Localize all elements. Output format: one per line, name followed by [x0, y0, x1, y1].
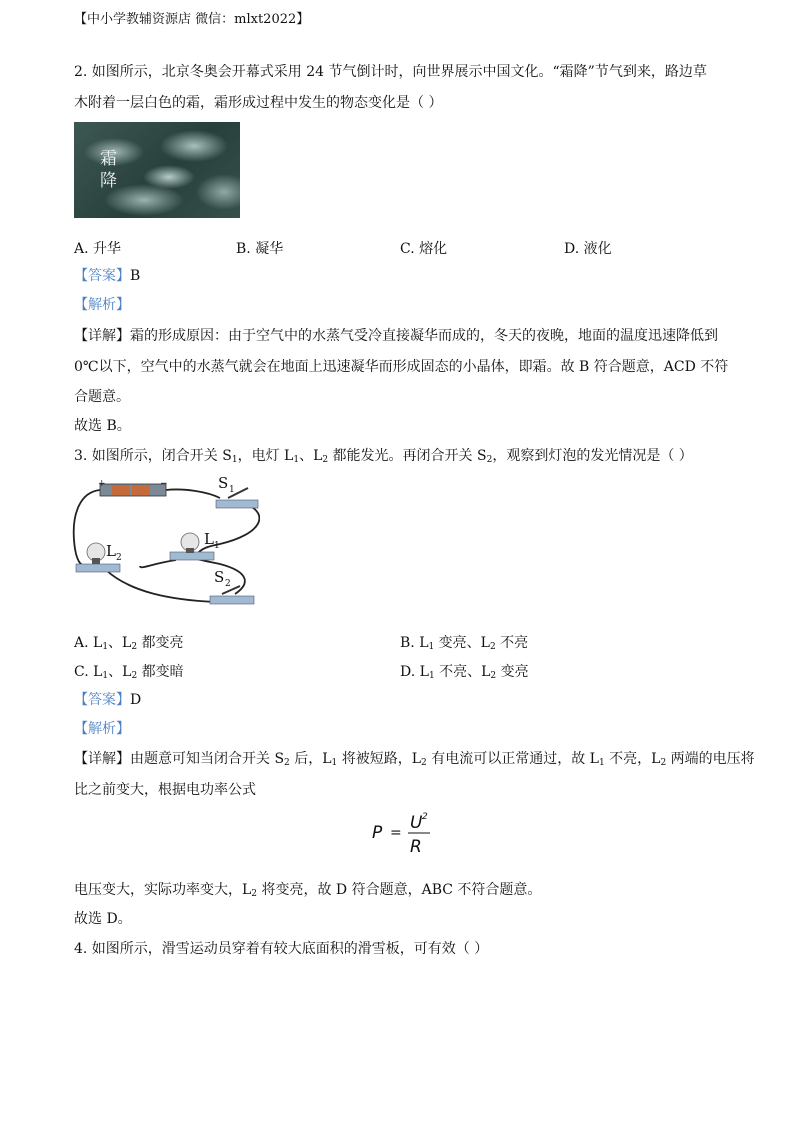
- answer-value: D: [130, 692, 142, 708]
- battery: [100, 484, 166, 496]
- formula-exponent: 2: [422, 812, 428, 822]
- detail-part: 不亮，L: [604, 751, 661, 767]
- q2-answer: [74, 266, 140, 286]
- detail-part: 电压变大，实际功率变大，L: [74, 882, 252, 898]
- frost-photo: [74, 122, 240, 218]
- q3-detail-line1: [74, 749, 755, 769]
- q4-stem: 4. 如图所示，滑雪运动员穿着有较大底面积的滑雪板，可有效（ ）: [74, 941, 489, 957]
- subscript: 2: [489, 642, 496, 652]
- option-part: B. L: [400, 635, 429, 651]
- detail-tag: 【详解】: [74, 751, 130, 767]
- option-part: D. L: [400, 664, 429, 680]
- q2-option-a: A. 升华: [74, 241, 122, 257]
- option-part: 都变暗: [137, 664, 184, 680]
- option-part: 不亮: [495, 635, 529, 651]
- switch-s2: [210, 586, 254, 604]
- formula-equals: =: [390, 825, 402, 841]
- option-part: 不亮、L: [434, 664, 491, 680]
- battery-plus-label: +: [98, 479, 106, 489]
- subscript: 1: [102, 642, 109, 652]
- answer-value: B: [130, 268, 141, 284]
- frost-photo-char-1: 霜: [100, 149, 117, 169]
- page-header: 【中小学教辅资源店 微信：mlxt2022】: [74, 12, 310, 27]
- q2-conclusion: 故选 B。: [74, 418, 131, 434]
- subscript: 1: [428, 642, 435, 652]
- q3-stem: [74, 446, 693, 466]
- frost-photo-char-2: 降: [100, 171, 117, 191]
- subscript: 2: [322, 455, 329, 465]
- subscript: 2: [251, 889, 258, 899]
- q2-stem-line1: 2. 如图所示，北京冬奥会开幕式采用 24 节气倒计时，向世界展示中国文化。“霜降”节气到来，路边草: [74, 64, 707, 80]
- subscript: 1: [428, 671, 435, 681]
- q2-option-c: C. 熔化: [400, 241, 448, 257]
- subscript: 1: [231, 455, 238, 465]
- option-part: 变亮、L: [434, 635, 490, 651]
- option-part: 、L: [108, 635, 132, 651]
- switch-s2-subscript: 2: [225, 579, 231, 589]
- q2-detail-line3: 合题意。: [74, 389, 130, 405]
- detail-text: 霜的形成原因：由于空气中的水蒸气受冷直接凝华而成的，冬天的夜晚，地面的温度迅速降低到: [130, 328, 718, 344]
- q3-option-d: [400, 661, 529, 681]
- formula-r: R: [410, 837, 422, 857]
- subscript: 2: [131, 671, 138, 681]
- circuit-diagram: [70, 474, 260, 608]
- q3-option-c: [74, 661, 184, 681]
- subscript: 1: [293, 455, 300, 465]
- subscript: 2: [131, 642, 138, 652]
- subscript: 2: [660, 758, 667, 768]
- q3-option-b: [400, 632, 528, 652]
- detail-part: 有电流可以正常通过，故 L: [426, 751, 599, 767]
- subscript: 1: [102, 671, 109, 681]
- q3-stem-part: 3. 如图所示，闭合开关 S: [74, 448, 232, 464]
- subscript: 2: [421, 758, 427, 768]
- lamp-l2-subscript: 2: [116, 553, 122, 563]
- q2-analysis-tag: 【解析】: [74, 297, 130, 313]
- subscript: 2: [490, 671, 497, 681]
- subscript: 1: [331, 758, 338, 768]
- q3-stem-part: 都能发光。再闭合开关 S: [328, 448, 487, 464]
- option-part: C. L: [74, 664, 103, 680]
- option-part: A. L: [74, 635, 103, 651]
- subscript: 2: [486, 455, 493, 465]
- q3-detail-line3: [74, 880, 541, 900]
- lamp-l2-label: L: [106, 542, 116, 560]
- q3-stem-part: ，观察到灯泡的发光情况是（ ）: [492, 448, 693, 464]
- q3-stem-part: ，电灯 L: [237, 448, 294, 464]
- q3-analysis-tag: 【解析】: [74, 721, 130, 737]
- q2-detail-line2: 0℃以下，空气中的水蒸气就会在地面上迅速凝华而形成固态的小晶体，即霜。故 B 符合题意，ACD 不符: [74, 359, 729, 375]
- option-part: 变亮: [496, 664, 529, 680]
- q3-stem-part: 、L: [299, 448, 323, 464]
- formula-u: U: [410, 813, 423, 833]
- q2-stem-line2: 木附着一层白色的霜，霜形成过程中发生的物态变化是（ ）: [74, 95, 443, 111]
- detail-tag: 【详解】: [74, 328, 130, 344]
- detail-part: 后，L: [289, 751, 332, 767]
- subscript: 2: [284, 758, 290, 768]
- q3-option-a: [74, 632, 184, 652]
- option-part: 、L: [108, 664, 132, 680]
- switch-s1-subscript: 1: [229, 485, 235, 495]
- power-formula: [372, 808, 432, 858]
- answer-tag: 【答案】: [74, 692, 130, 708]
- detail-part: 由题意可知当闭合开关 S: [130, 751, 285, 767]
- answer-tag: 【答案】: [74, 268, 130, 284]
- lamp-l1-label: L: [204, 530, 214, 548]
- option-part: 都变亮: [137, 635, 184, 651]
- detail-part: 两端的电压将: [666, 751, 755, 767]
- q2-option-d: D. 液化: [564, 241, 612, 257]
- q2-detail-line1: [74, 326, 718, 346]
- q3-detail-line2: 比之前变大，根据电功率公式: [74, 782, 256, 798]
- q3-answer: [74, 690, 141, 710]
- switch-s1-label: S: [218, 474, 229, 492]
- switch-s2-label: S: [214, 568, 225, 586]
- detail-part: 将变亮，故 D 符合题意，ABC 不符合题意。: [257, 882, 542, 898]
- formula-p: P: [372, 823, 383, 843]
- q3-conclusion: 故选 D。: [74, 911, 132, 927]
- battery-minus-label: −: [160, 479, 168, 489]
- lamp-l1-subscript: 1: [214, 541, 220, 551]
- q2-option-b: B. 凝华: [236, 241, 284, 257]
- detail-part: 将被短路，L: [337, 751, 422, 767]
- subscript: 1: [598, 758, 605, 768]
